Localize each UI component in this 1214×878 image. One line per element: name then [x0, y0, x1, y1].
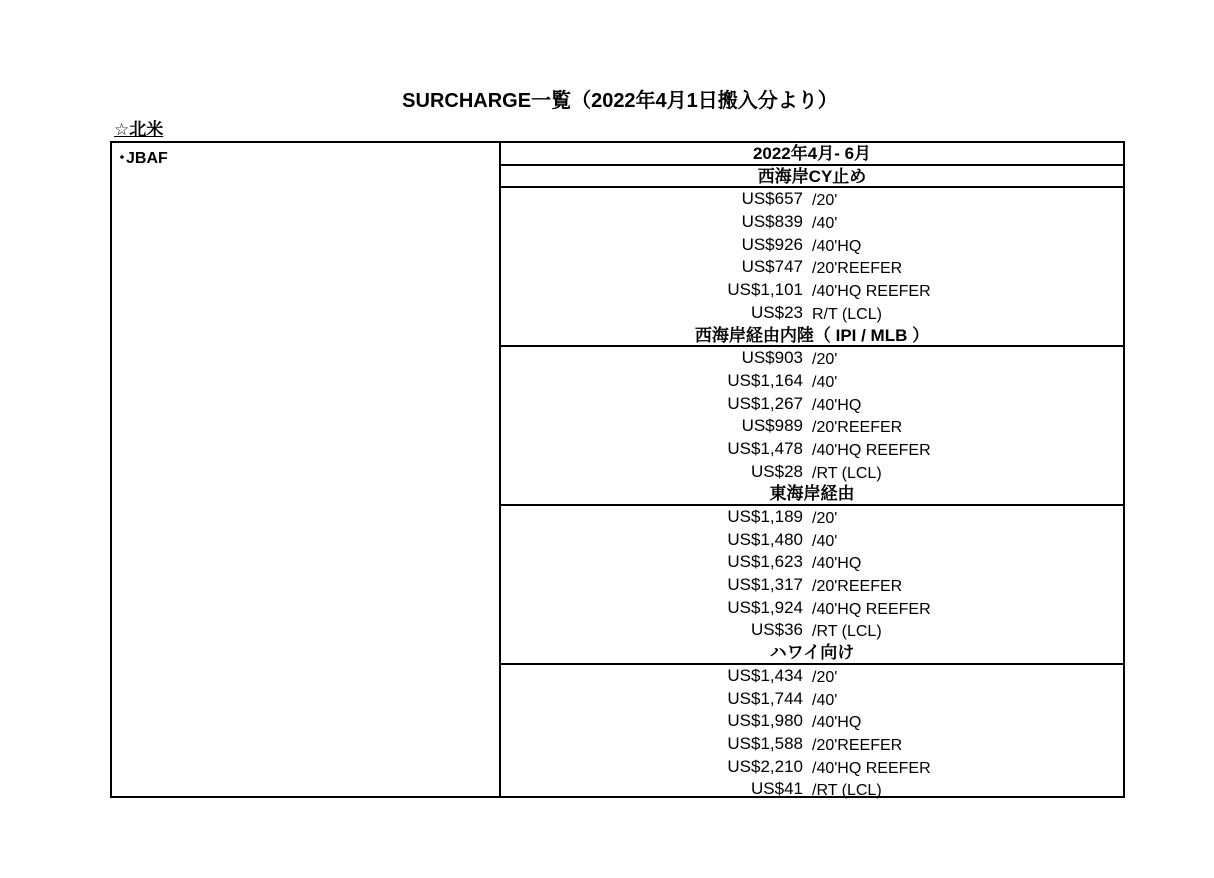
rate-unit: /40'	[812, 373, 838, 391]
rate-amount: US$2,210	[727, 756, 803, 776]
rate-row	[501, 393, 1123, 416]
rate-amount: US$1,189	[727, 507, 803, 526]
rate-row	[501, 415, 1123, 438]
rate-row	[501, 279, 1123, 302]
rate-amount: US$903	[741, 348, 803, 368]
rate-unit: /40'HQ	[812, 555, 862, 573]
rate-amount: US$657	[741, 189, 803, 209]
rate-row	[501, 188, 1123, 211]
rate-unit: /20'REEFER	[812, 736, 903, 754]
rate-amount: US$1,924	[727, 597, 803, 617]
rate-amount: US$1,480	[727, 529, 803, 549]
rate-unit: /RT (LCL)	[812, 782, 882, 800]
rate-row	[501, 347, 1123, 370]
section-heading: 西海岸経由内陸（ IPI / MLB ）	[501, 325, 1123, 348]
rate-amount: US$747	[741, 257, 803, 277]
rate-unit: /40'HQ	[812, 237, 862, 255]
rate-unit: /RT (LCL)	[812, 623, 882, 641]
rate-row	[501, 756, 1123, 779]
rate-column	[501, 143, 1123, 801]
rate-unit: R/T (LCL)	[812, 305, 882, 323]
rate-row	[501, 529, 1123, 552]
rate-row	[501, 211, 1123, 234]
rate-row	[501, 256, 1123, 279]
surcharge-name-column	[112, 143, 501, 796]
rate-row	[501, 438, 1123, 461]
region-heading: ☆北米	[114, 120, 164, 139]
rate-amount: US$989	[741, 416, 803, 436]
rate-row	[501, 302, 1123, 325]
rate-unit: /40'	[812, 532, 838, 550]
rate-row	[501, 370, 1123, 393]
rate-unit: /20'	[812, 510, 838, 527]
document-title: SURCHARGE一覧（2022年4月1日搬入分より）	[402, 90, 838, 112]
rate-row	[501, 778, 1123, 801]
rate-row	[501, 665, 1123, 688]
section-heading: 東海岸経由	[501, 483, 1123, 506]
rate-unit: /40'	[812, 215, 838, 233]
rate-unit: /40'HQ	[812, 396, 862, 414]
period-header: 2022年4月- 6月	[501, 143, 1123, 166]
rate-unit: /40'HQ REEFER	[812, 600, 931, 618]
rate-unit: /20'	[812, 668, 838, 686]
rate-unit: /20'	[812, 351, 838, 369]
rate-row	[501, 619, 1123, 642]
rate-amount: US$1,588	[727, 733, 803, 753]
rate-amount: US$1,744	[727, 688, 803, 708]
rate-unit: /40'HQ	[812, 714, 862, 732]
rate-amount: US$28	[751, 461, 803, 481]
rate-row	[501, 234, 1123, 257]
rate-amount: US$926	[741, 234, 803, 254]
rate-amount: US$1,434	[727, 665, 803, 685]
rate-unit: /40'HQ REEFER	[812, 759, 931, 777]
rate-row	[501, 574, 1123, 597]
rate-unit: /RT (LCL)	[812, 464, 882, 482]
rate-amount: US$1,164	[727, 370, 803, 390]
rate-row	[501, 461, 1123, 484]
rate-amount: US$36	[751, 620, 803, 640]
rate-row	[501, 506, 1123, 529]
rate-amount: US$1,101	[727, 280, 803, 300]
rate-unit: /40'	[812, 691, 838, 709]
rate-amount: US$1,317	[727, 575, 803, 595]
section-heading: 西海岸CY止め	[501, 166, 1123, 189]
rate-amount: US$1,478	[727, 438, 803, 458]
rate-amount: US$23	[751, 302, 803, 322]
rate-row	[501, 733, 1123, 756]
surcharge-type-label: ･JBAF	[118, 150, 168, 167]
rate-amount: US$839	[741, 212, 803, 232]
rate-unit: /20'REEFER	[812, 419, 903, 437]
rate-unit: /40'HQ REEFER	[812, 283, 931, 301]
rate-row	[501, 688, 1123, 711]
rate-unit: /20'REEFER	[812, 260, 903, 278]
surcharge-table	[110, 141, 1125, 798]
rate-amount: US$1,980	[727, 711, 803, 731]
rate-row	[501, 710, 1123, 733]
rate-unit: /20'	[812, 192, 838, 210]
rate-amount: US$41	[751, 779, 803, 799]
rate-amount: US$1,267	[727, 393, 803, 413]
rate-row	[501, 597, 1123, 620]
rate-unit: /20'REEFER	[812, 578, 903, 596]
section-heading: ハワイ向け	[501, 642, 1123, 665]
rate-unit: /40'HQ REEFER	[812, 441, 931, 459]
rate-amount: US$1,623	[727, 552, 803, 572]
rate-row	[501, 551, 1123, 574]
